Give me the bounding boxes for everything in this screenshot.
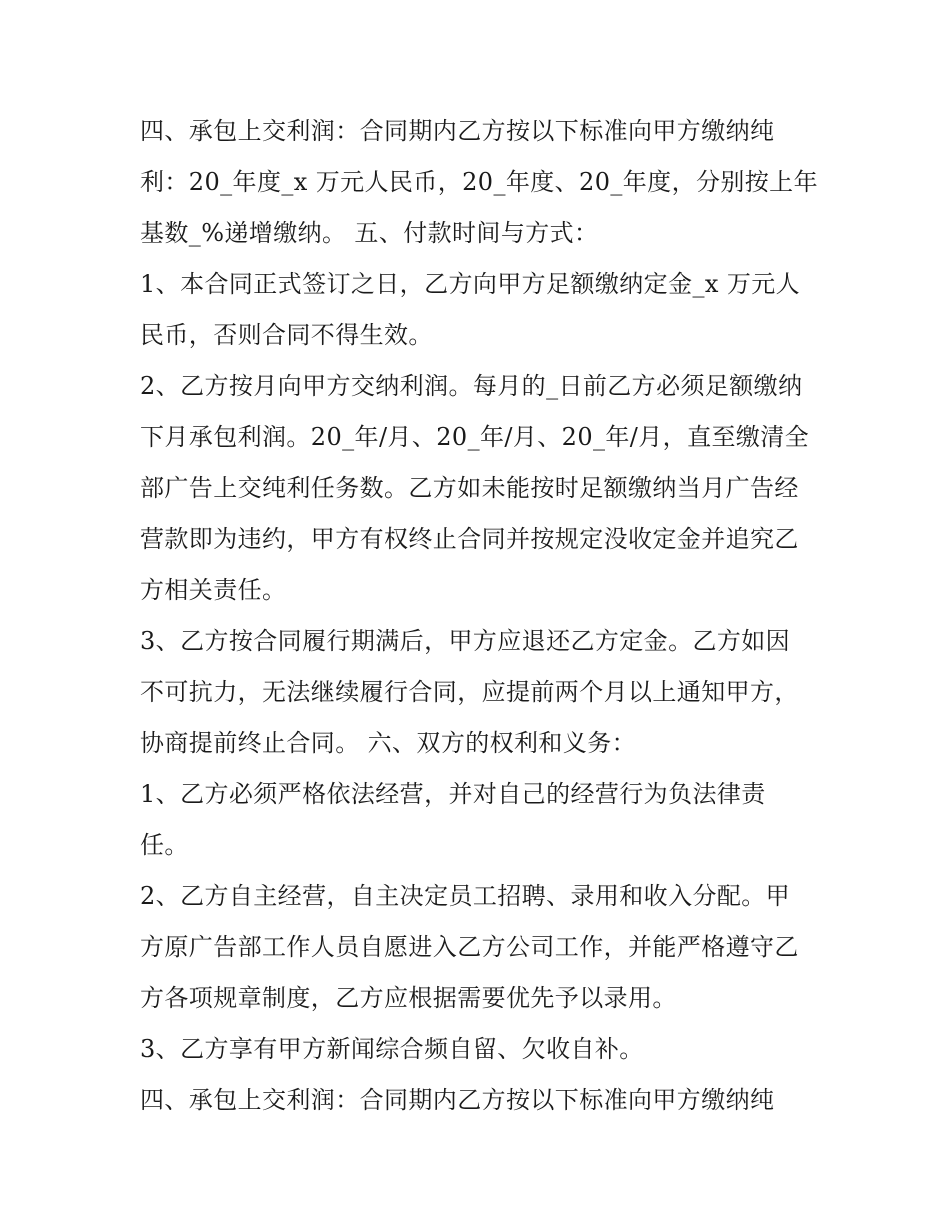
text-line-5: 民币，否则合同不得生效。 xyxy=(140,321,433,349)
text-line-9: 营款即为违约，甲方有权终止合同并按规定没收定金并追究乙 xyxy=(140,525,799,553)
text-line-1: 四、承包上交利润：合同期内乙方按以下标准向甲方缴纳纯 xyxy=(140,117,775,145)
text-line-8: 部广告上交纯利任务数。乙方如未能按时足额缴纳当月广告经 xyxy=(140,474,799,502)
text-line-15: 任。 xyxy=(140,831,189,859)
text-line-20: 四、承包上交利润：合同期内乙方按以下标准向甲方缴纳纯 xyxy=(140,1086,775,1114)
text-line-18: 方各项规章制度，乙方应根据需要优先予以录用。 xyxy=(140,984,677,1012)
text-line-4: 1、本合同正式签订之日，乙方向甲方足额缴纳定金_x 万元人 xyxy=(140,270,801,298)
text-line-16: 2、乙方自主经营，自主决定员工招聘、录用和收入分配。甲 xyxy=(140,882,791,910)
text-line-10: 方相关责任。 xyxy=(140,576,287,604)
text-line-17: 方原广告部工作人员自愿进入乙方公司工作，并能严格遵守乙 xyxy=(140,933,799,961)
text-line-6: 2、乙方按月向甲方交纳利润。每月的_日前乙方必须足额缴纳 xyxy=(140,372,803,400)
text-line-7: 下月承包利润。20_年/月、20_年/月、20_年/月，直至缴清全 xyxy=(140,423,810,451)
text-line-2: 利：20_年度_x 万元人民币，20_年度、20_年度，分别按上年 xyxy=(140,168,818,196)
text-line-3: 基数_%递增缴纳。 五、付款时间与方式： xyxy=(140,219,599,247)
text-line-11: 3、乙方按合同履行期满后，甲方应退还乙方定金。乙方如因 xyxy=(140,627,791,655)
text-line-13: 协商提前终止合同。 六、双方的权利和义务： xyxy=(140,729,637,757)
document-body xyxy=(140,106,820,1126)
text-line-19: 3、乙方享有甲方新闻综合频自留、欠收自补。 xyxy=(140,1035,644,1063)
text-line-12: 不可抗力，无法继续履行合同，应提前两个月以上通知甲方， xyxy=(140,678,799,706)
text-line-14: 1、乙方必须严格依法经营，并对自己的经营行为负法律责 xyxy=(140,780,766,808)
